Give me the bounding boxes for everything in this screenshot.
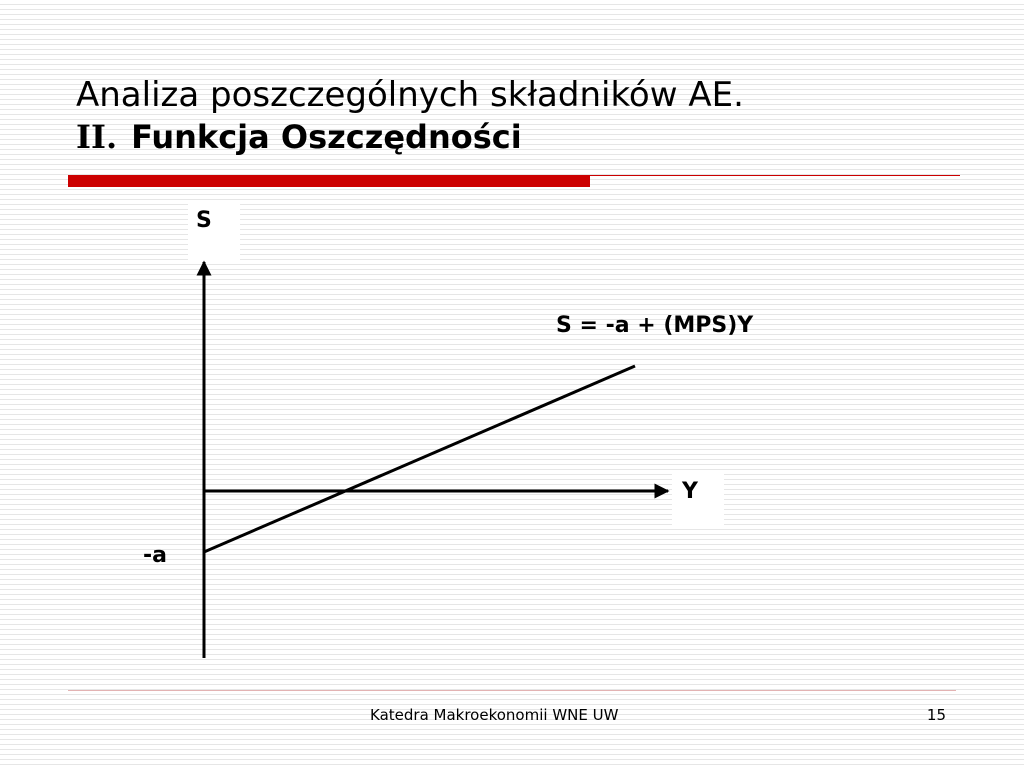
horizontal-axis-label [672, 474, 724, 528]
savings-function-line [204, 366, 635, 552]
vertical-axis-label-text: S [196, 208, 212, 233]
savings-equation-label: S = -a + (MPS)Y [556, 313, 754, 338]
slide-title-line1: Analiza poszczególnych składników AE. [76, 75, 744, 115]
section-title: Funkcja Oszczędności [131, 118, 522, 156]
intercept-label: -a [143, 543, 167, 568]
vertical-axis-label [188, 204, 240, 260]
section-number: II. [76, 118, 118, 156]
footer-department: Katedra Makroekonomii WNE UW [370, 706, 619, 724]
footer-divider [68, 690, 956, 691]
page-number: 15 [926, 706, 946, 724]
horizontal-axis-label-text: Y [682, 479, 698, 504]
